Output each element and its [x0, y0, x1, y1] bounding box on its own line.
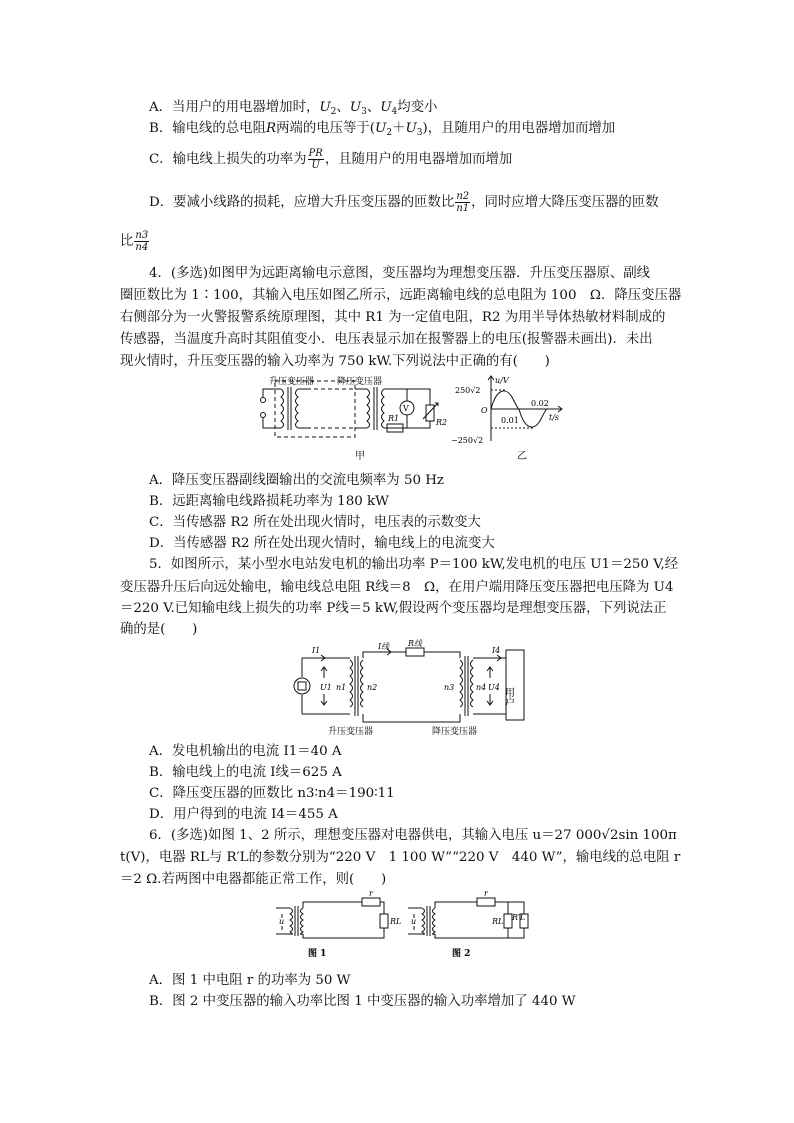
q4-stem-line-3: 右侧部分为一火警报警系统原理图，其中 R1 为一定值电阻，R2 为用半导体热敏材料制成的 [120, 310, 666, 325]
n2-label: n2 [367, 683, 378, 692]
x-axis-label: t/s [549, 413, 560, 422]
q4-option-d: D．当传感器 R2 所在处出现火情时，输电线上的电流变大 [149, 536, 495, 551]
q4-option-a: A．降压变压器副线圈输出的交流电频率为 50 Hz [149, 473, 444, 488]
t1-label: 0.01 [501, 416, 519, 425]
q4-option-c: C．当传感器 R2 所在处出现火情时，电压表的示数变大 [149, 515, 481, 530]
i1-label: I1 [312, 646, 321, 655]
fig1-rl-label: RL [390, 917, 402, 926]
q5-option-d: D．用户得到的电流 I4＝455 A [149, 807, 338, 822]
figure-q5-hydropower-circuit [292, 639, 532, 738]
fig1-r-label: r [369, 889, 373, 898]
r2-label: R2 [436, 418, 448, 427]
q5-stem-line-4: 确的是( ) [120, 622, 198, 637]
q4-stem-line-1: 4．(多选)如图甲为远距离输电示意图，变压器均为理想变压器．升压变压器原、副线 [149, 266, 651, 281]
figure-jia-transmission-diagram [255, 373, 455, 463]
y-axis-label: u/V [495, 376, 509, 385]
q6-stem-line-3: ＝2 Ω.若两图中电器都能正常工作，则( ) [120, 872, 387, 887]
q3-option-d: D．要减小线路的损耗，应增大升压变压器的匝数比 $\frac{n2}{n1}$ ，同时应增大降压变压器的匝数 [149, 191, 659, 214]
q6-option-a: A．图 1 中电阻 r 的功率为 50 W [149, 973, 351, 988]
rline-label: R线 [408, 639, 423, 648]
fig2-rl-label: RL [492, 917, 504, 926]
figure-yi-caption: 乙 [517, 451, 527, 462]
y-min-label: −250√2 [451, 436, 484, 445]
fig1-u-label: u [279, 917, 285, 926]
q3-option-a: A．当用户的用电器增加时，$U_2$、$U_3$、$U_4$均变小 [149, 100, 438, 117]
figure-jia-caption: 甲 [355, 451, 365, 462]
q5-step-up-label: 升压变压器 [328, 727, 374, 737]
fig2-rl-prime-label: R′L [512, 913, 526, 922]
voltmeter-label: V [403, 404, 409, 413]
figure-2-caption: 图 2 [452, 949, 471, 959]
r1-label: R1 [388, 414, 400, 423]
figure-q6-transformer-circuits [272, 890, 532, 962]
q6-stem-line-2: t(V)，电器 RL与 R′L的参数分别为“220 V 1 100 W”“220 V 440 W”，输电线的总电阻 r [120, 850, 681, 865]
step-down-label: 降压变压器 [337, 377, 383, 387]
iline-label: I线 [378, 642, 390, 651]
q4-stem-line-2: 圈匝数比为 1∶100，其输入电压如图乙所示，远距离输电线的总电阻为 100 Ω．降压变压器 [120, 288, 682, 303]
t2-label: 0.02 [531, 399, 549, 408]
u4-label: U4 [488, 683, 500, 692]
q5-step-down-label: 降压变压器 [432, 727, 478, 737]
q4-stem-line-4: 传感器，当温度升高时其阻值变小．电压表显示加在报警器上的电压(报警器未画出)．未出 [120, 332, 653, 347]
q5-option-b: B．输电线上的电流 I线＝625 A [149, 765, 342, 780]
u1-label: U1 [320, 683, 332, 692]
i4-label: I4 [492, 646, 501, 655]
figure-1-caption: 图 1 [308, 949, 327, 959]
figure-yi-voltage-graph [451, 373, 565, 463]
q4-stem-line-5: 现火情时，升压变压器的输入功率为 750 kW.下列说法中正确的有( ) [120, 354, 550, 369]
q5-stem-line-3: ＝220 V.已知输电线上损失的功率 P线＝5 kW,假设两个变压器均是理想变压器，下列说法正 [120, 601, 667, 616]
n1-label: n1 [336, 683, 347, 692]
q4-option-b: B．远距离输电线路损耗功率为 180 kW [149, 494, 389, 509]
user-box-label: 用户 [502, 687, 514, 707]
fraction-pr-u: $\frac{PR}{U}$ [308, 148, 323, 171]
q3-option-d-continued: 比 $\frac{n3}{n4}$ [120, 230, 149, 253]
n3-label: n3 [444, 683, 455, 692]
y-max-label: 250√2 [455, 386, 481, 395]
q5-stem-line-1: 5．如图所示，某小型水电站发电机的输出功率 P＝100 kW,发电机的电压 U1＝250 V,经 [149, 557, 679, 572]
origin-label: O [481, 406, 488, 415]
q5-option-c: C．降压变压器的匝数比 n3∶n4＝190∶11 [149, 786, 395, 801]
fig2-r-label: r [484, 889, 488, 898]
fig2-u-label: u [411, 917, 417, 926]
q5-stem-line-2: 变压器升压后向远处输电，输电线总电阻 R线＝8 Ω，在用户端用降压变压器把电压降为 U4 [120, 580, 674, 595]
q3-option-c: C．输电线上损失的功率为 $\frac{PR}{U}$ ，且随用户的用电器增加而增加 [149, 148, 513, 171]
q6-stem-line-1: 6．(多选)如图 1、2 所示，理想变压器对电器供电，其输入电压 u＝27 000√2sin 100π [149, 828, 677, 843]
q3-option-b: B．输电线的总电阻R两端的电压等于$(U_2+U_3)$，且随用户的用电器增加而增加 [149, 121, 616, 138]
n4-label: n4 [476, 683, 487, 692]
step-up-label: 升压变压器 [269, 377, 315, 387]
q5-option-a: A．发电机输出的电流 I1＝40 A [149, 744, 342, 759]
fraction-n3-n4: $\frac{n3}{n4}$ [135, 230, 149, 253]
fraction-n2-n1: $\frac{n2}{n1}$ [456, 191, 470, 214]
q6-option-b: B．图 2 中变压器的输入功率比图 1 中变压器的输入功率增加了 440 W [149, 994, 576, 1009]
